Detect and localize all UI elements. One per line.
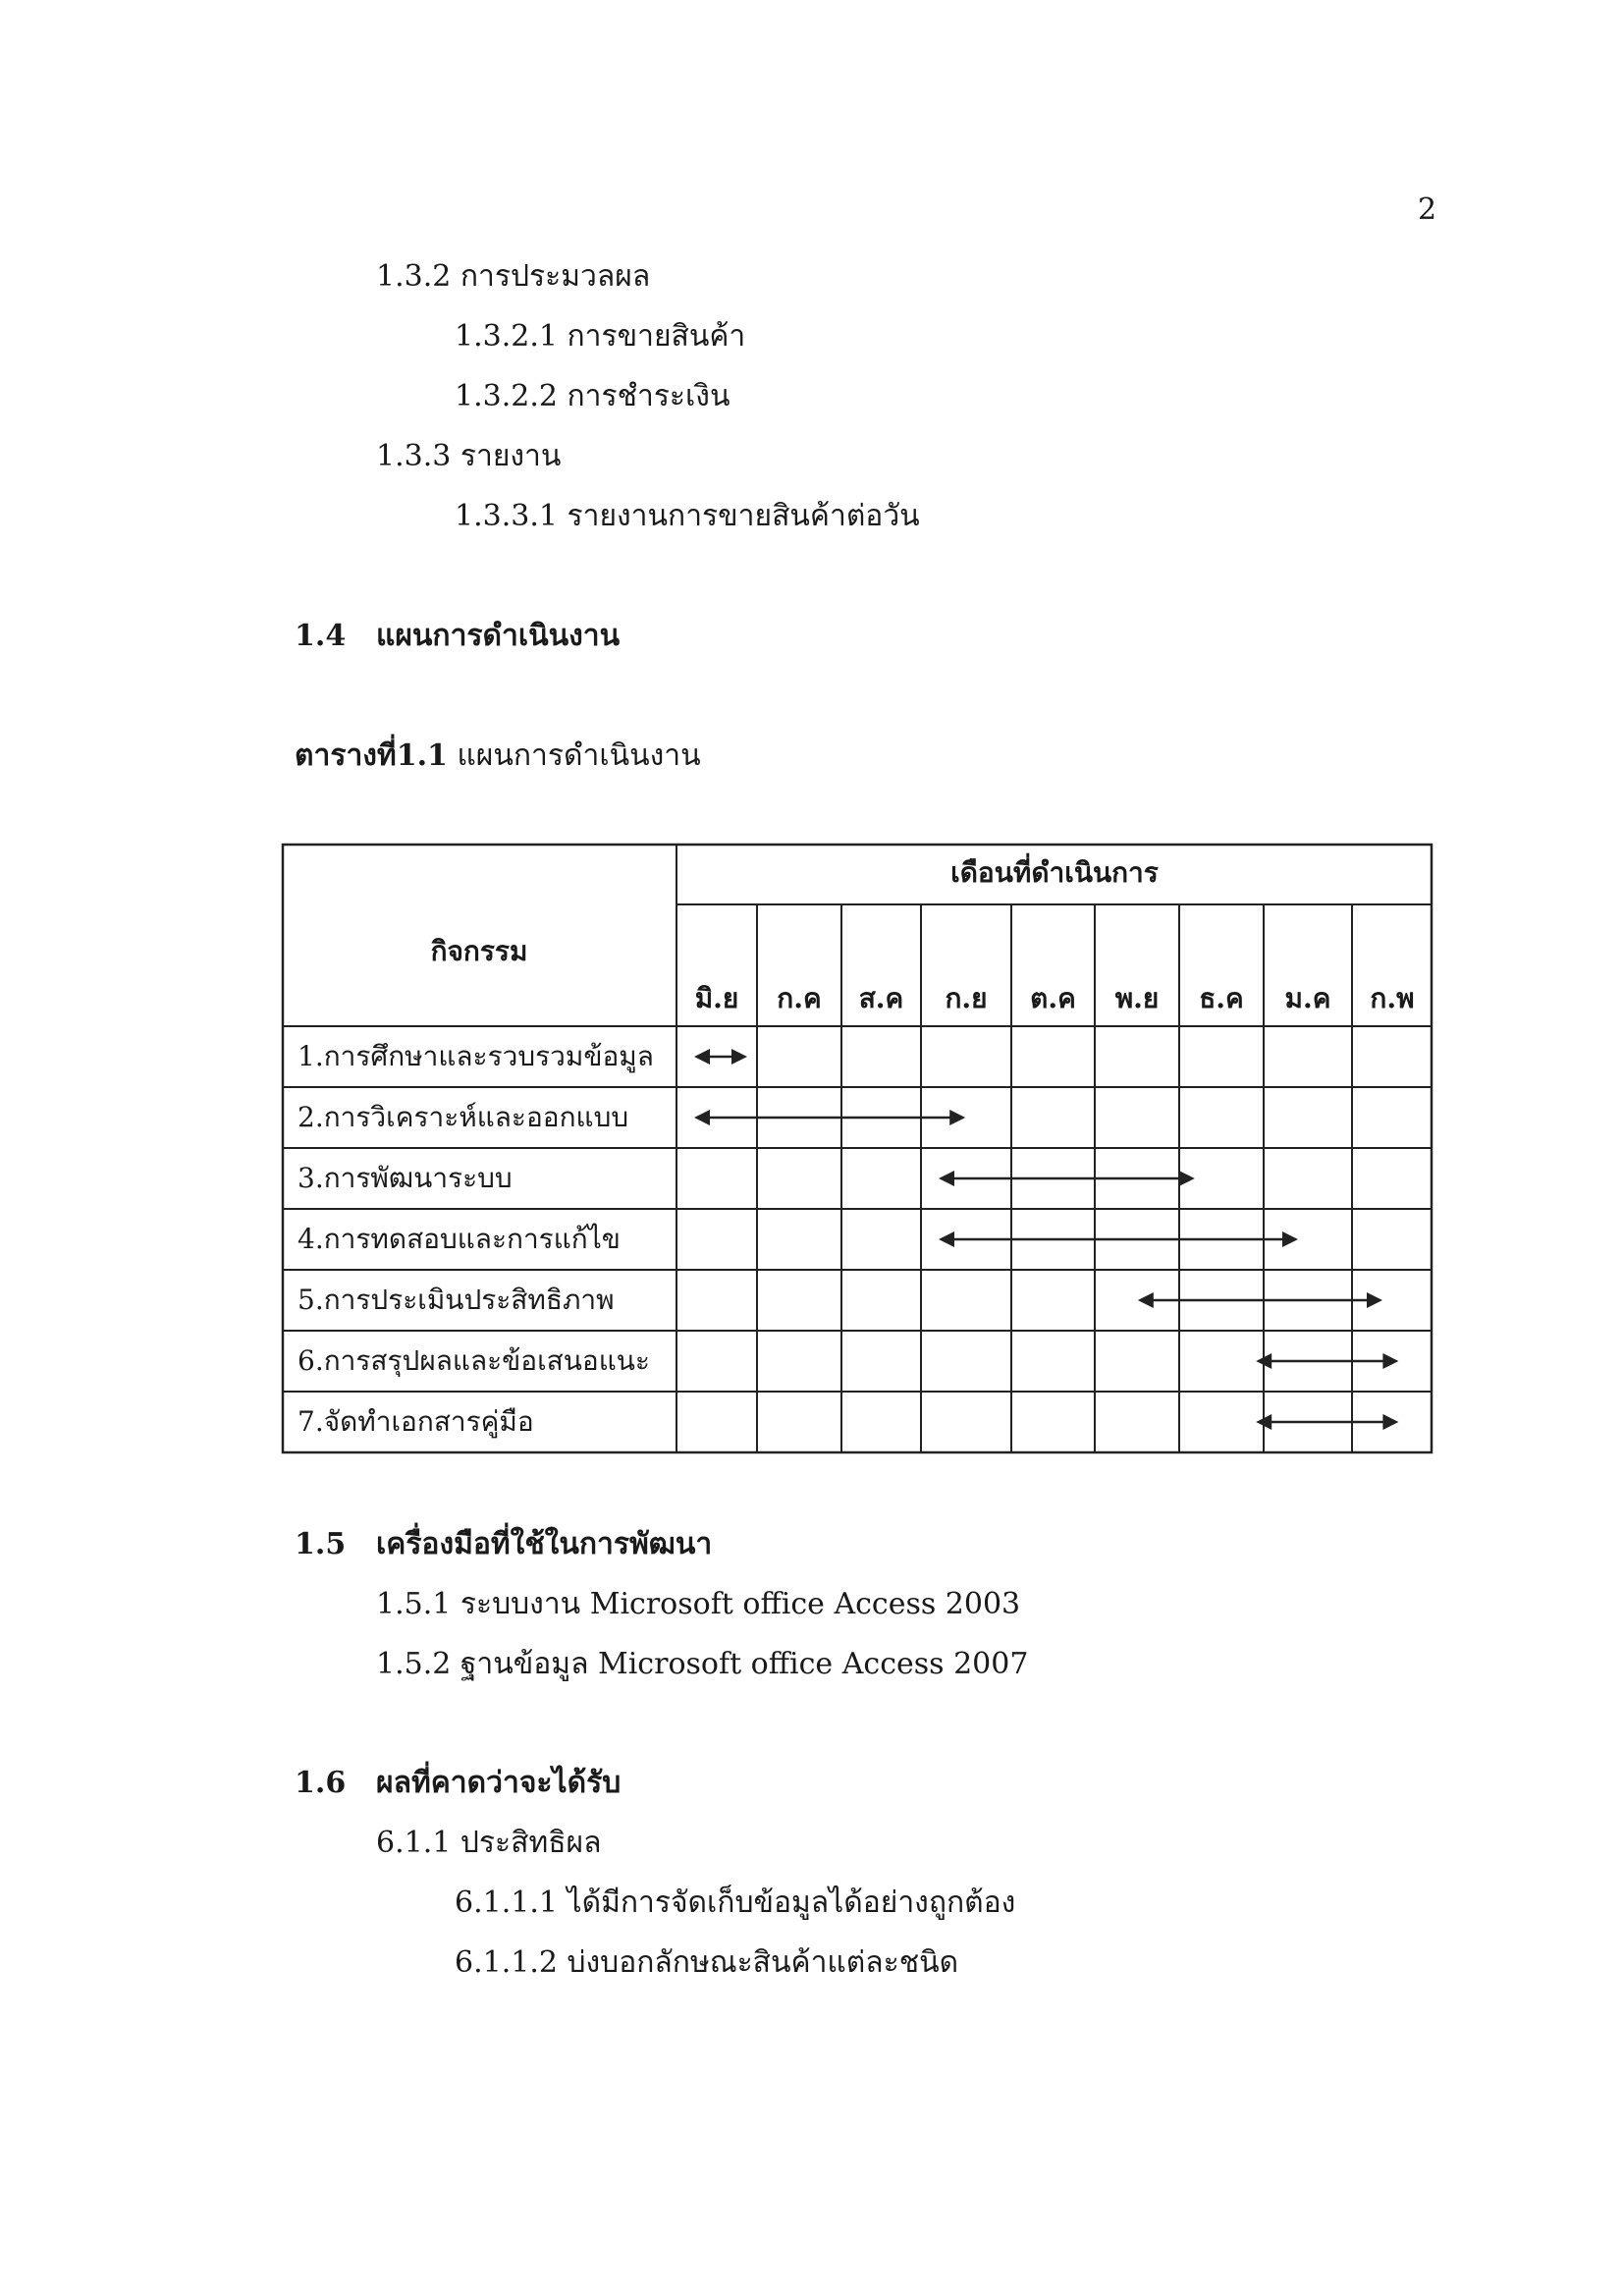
- activity-label: 7.จัดทำเอกสารคู่มือ: [298, 1405, 534, 1438]
- month-label: ธ.ค: [1199, 982, 1244, 1014]
- page-number: 2: [1418, 192, 1437, 227]
- section-title-1-5: เครื่องมือที่ใช้ในการพัฒนา: [376, 1527, 713, 1561]
- heading-1-3-3: 1.3.3 รายงาน: [376, 439, 562, 473]
- month-label: มิ.ย: [694, 982, 739, 1014]
- plan-table: [282, 844, 1433, 1453]
- item-1-5-1: 1.5.1 ระบบงาน Microsoft office Access 2003: [376, 1587, 1021, 1621]
- section-number-1-5: 1.5: [295, 1527, 347, 1561]
- month-label: ก.ย: [945, 982, 988, 1014]
- timeline-arrow: [939, 1231, 1298, 1247]
- month-label: ต.ค: [1030, 982, 1076, 1014]
- timeline-arrow: [1256, 1353, 1398, 1369]
- activity-label: 4.การทดสอบและการแก้ไข: [298, 1223, 621, 1255]
- item-6-1-1-1: 6.1.1.1 ได้มีการจัดเก็บข้อมูลได้อย่างถูกต้อง: [455, 1886, 1016, 1920]
- activity-label: 6.การสรุปผลและข้อเสนอแนะ: [298, 1344, 650, 1377]
- months-header: เดือนที่ดำเนินการ: [950, 856, 1159, 889]
- section-title-1-6: ผลที่คาดว่าจะได้รับ: [376, 1766, 622, 1800]
- activity-label: 5.การประเมินประสิทธิภาพ: [298, 1284, 615, 1316]
- section-number-1-4: 1.4: [295, 619, 347, 653]
- item-6-1-1-2: 6.1.1.2 บ่งบอกลักษณะสินค้าแต่ละชนิด: [455, 1945, 959, 1980]
- item-1-5-2: 1.5.2 ฐานข้อมูล Microsoft office Access 2007: [376, 1647, 1029, 1681]
- month-label: ก.ค: [777, 982, 822, 1014]
- item-6-1-1: 6.1.1 ประสิทธิผล: [376, 1826, 602, 1860]
- month-label: ส.ค: [858, 982, 904, 1014]
- table-caption: [295, 737, 701, 776]
- section-number-1-6: 1.6: [295, 1766, 347, 1800]
- section-title-1-4: แผนการดำเนินงาน: [376, 619, 621, 653]
- activity-label: 2.การวิเคราะห์และออกแบบ: [298, 1101, 629, 1133]
- month-label: พ.ย: [1114, 982, 1160, 1014]
- item-1-3-2-2: 1.3.2.2 การชำระเงิน: [455, 379, 730, 413]
- month-label: ก.พ: [1370, 982, 1415, 1014]
- timeline-arrow: [694, 1049, 747, 1065]
- month-label: ม.ค: [1284, 982, 1331, 1014]
- table-caption-text: แผนการดำเนินงาน: [447, 738, 701, 773]
- activity-label: 1.การศึกษาและรวบรวมข้อมูล: [298, 1040, 654, 1072]
- timeline-arrow: [694, 1110, 965, 1125]
- activity-label: 3.การพัฒนาระบบ: [298, 1162, 513, 1194]
- item-1-3-3-1: 1.3.3.1 รายงานการขายสินค้าต่อวัน: [455, 499, 920, 533]
- timeline-arrow: [939, 1171, 1195, 1186]
- heading-1-3-2: 1.3.2 การประมวลผล: [376, 259, 651, 294]
- table-caption-label: ตารางที่1.1: [295, 738, 448, 773]
- item-1-3-2-1: 1.3.2.1 การขายสินค้า: [455, 319, 746, 354]
- timeline-arrow: [1138, 1292, 1382, 1308]
- activity-header: กิจกรรม: [430, 935, 528, 967]
- timeline-arrow: [1256, 1414, 1398, 1430]
